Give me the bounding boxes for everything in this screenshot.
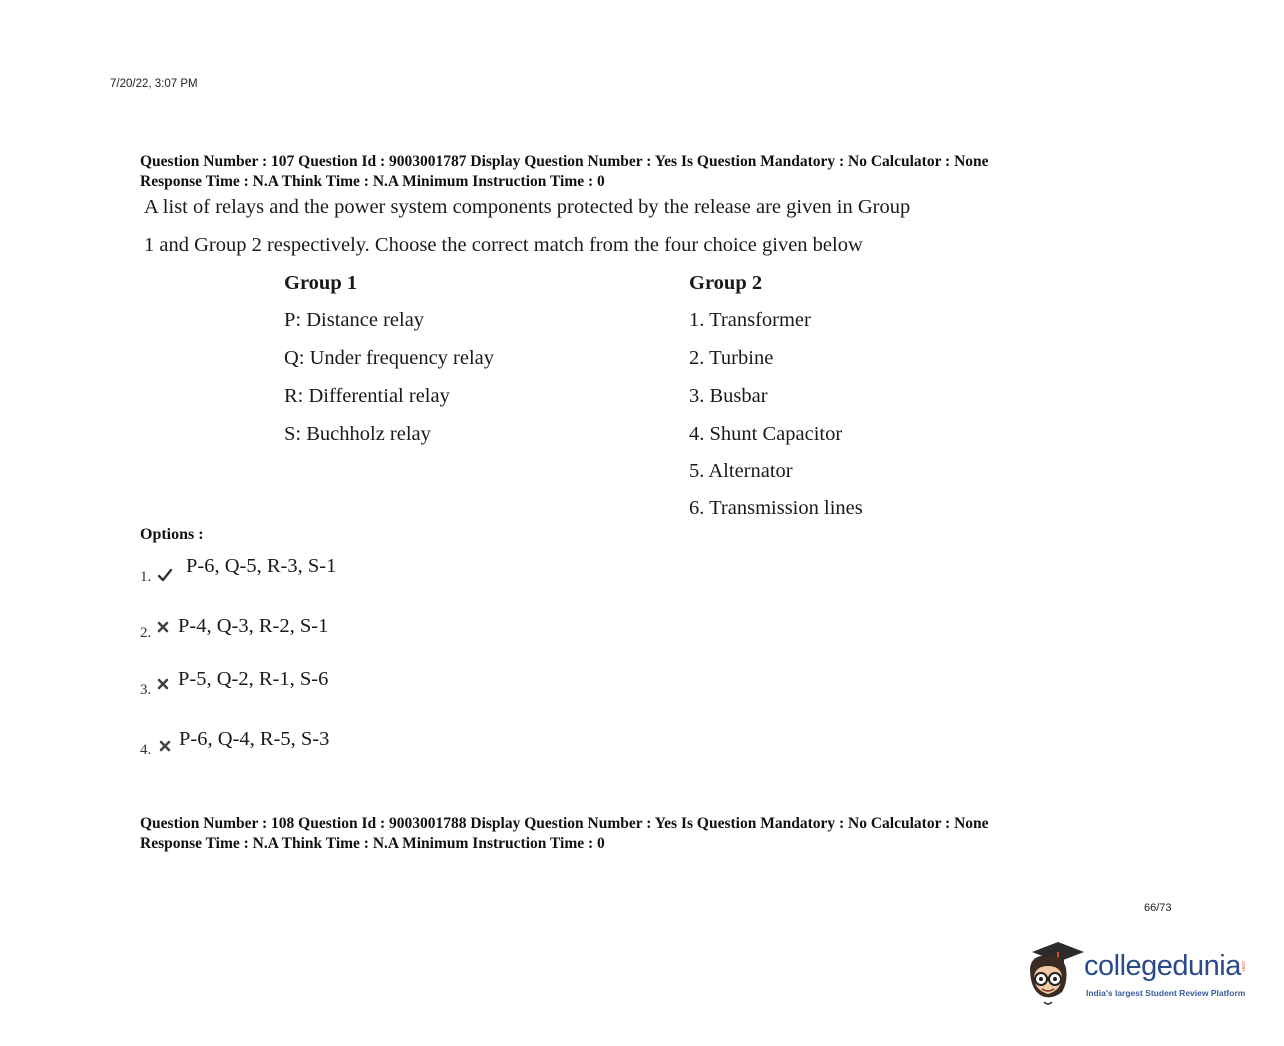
option-text: P-5, Q-2, R-1, S-6 — [178, 668, 329, 690]
option-number: 3. — [140, 682, 152, 698]
group1-heading: Group 1 — [284, 272, 358, 294]
group2-heading: Group 2 — [689, 272, 763, 294]
option-number: 4. — [140, 742, 152, 758]
question-stem-line2: 1 and Group 2 respectively. Choose the correct match from the four choice given below — [144, 234, 863, 256]
brand-name: collegedunia — [1084, 950, 1241, 982]
print-timestamp: 7/20/22, 3:07 PM — [110, 78, 198, 90]
group2-item: 3. Busbar — [689, 385, 768, 407]
option-1 — [140, 555, 400, 589]
option-4 — [140, 728, 400, 762]
page-number: 66/73 — [1144, 902, 1172, 914]
option-number: 1. — [140, 569, 152, 585]
group2-item: 4. Shunt Capacitor — [689, 423, 843, 445]
question-107-meta-line2: Response Time : N.A Think Time : N.A Minimum Instruction Time : 0 — [140, 173, 605, 190]
option-3 — [140, 668, 400, 702]
question-108-meta-line2: Response Time : N.A Think Time : N.A Minimum Instruction Time : 0 — [140, 835, 605, 852]
question-108-meta-line1: Question Number : 108 Question Id : 9003001788 Display Question Number : Yes Is Question Mandatory : No Calculator : None — [140, 815, 989, 832]
brand-suffix: .com — [1240, 960, 1246, 971]
group1-item: P: Distance relay — [284, 309, 425, 331]
group1-item: Q: Under frequency relay — [284, 347, 495, 369]
group1-item: S: Buchholz relay — [284, 423, 431, 445]
question-stem-line1: A list of relays and the power system components protected by the release are given in Group — [144, 196, 911, 218]
option-number: 2. — [140, 625, 152, 641]
group2-item: 1. Transformer — [689, 309, 811, 331]
cross-icon — [157, 678, 169, 690]
group2-item: 2. Turbine — [689, 347, 774, 369]
question-108-meta — [140, 814, 989, 854]
question-107-meta — [140, 152, 989, 192]
options-label: Options : — [140, 526, 204, 543]
cross-icon — [159, 740, 171, 752]
group2-item: 6. Transmission lines — [689, 497, 863, 519]
check-icon — [157, 567, 173, 583]
option-text: P-6, Q-5, R-3, S-1 — [186, 555, 337, 577]
option-text: P-4, Q-3, R-2, S-1 — [178, 615, 329, 637]
option-2 — [140, 615, 400, 649]
collegedunia-mascot-icon — [1022, 938, 1086, 1008]
option-text: P-6, Q-4, R-5, S-3 — [179, 728, 330, 750]
group2-item: 5. Alternator — [689, 460, 793, 482]
group1-item: R: Differential relay — [284, 385, 450, 407]
cross-icon — [157, 621, 169, 633]
brand-tagline: India's largest Student Review Platform — [1086, 988, 1246, 998]
question-107-meta-line1: Question Number : 107 Question Id : 9003001787 Display Question Number : Yes Is Question Mandatory : No Calculator : None — [140, 153, 989, 170]
